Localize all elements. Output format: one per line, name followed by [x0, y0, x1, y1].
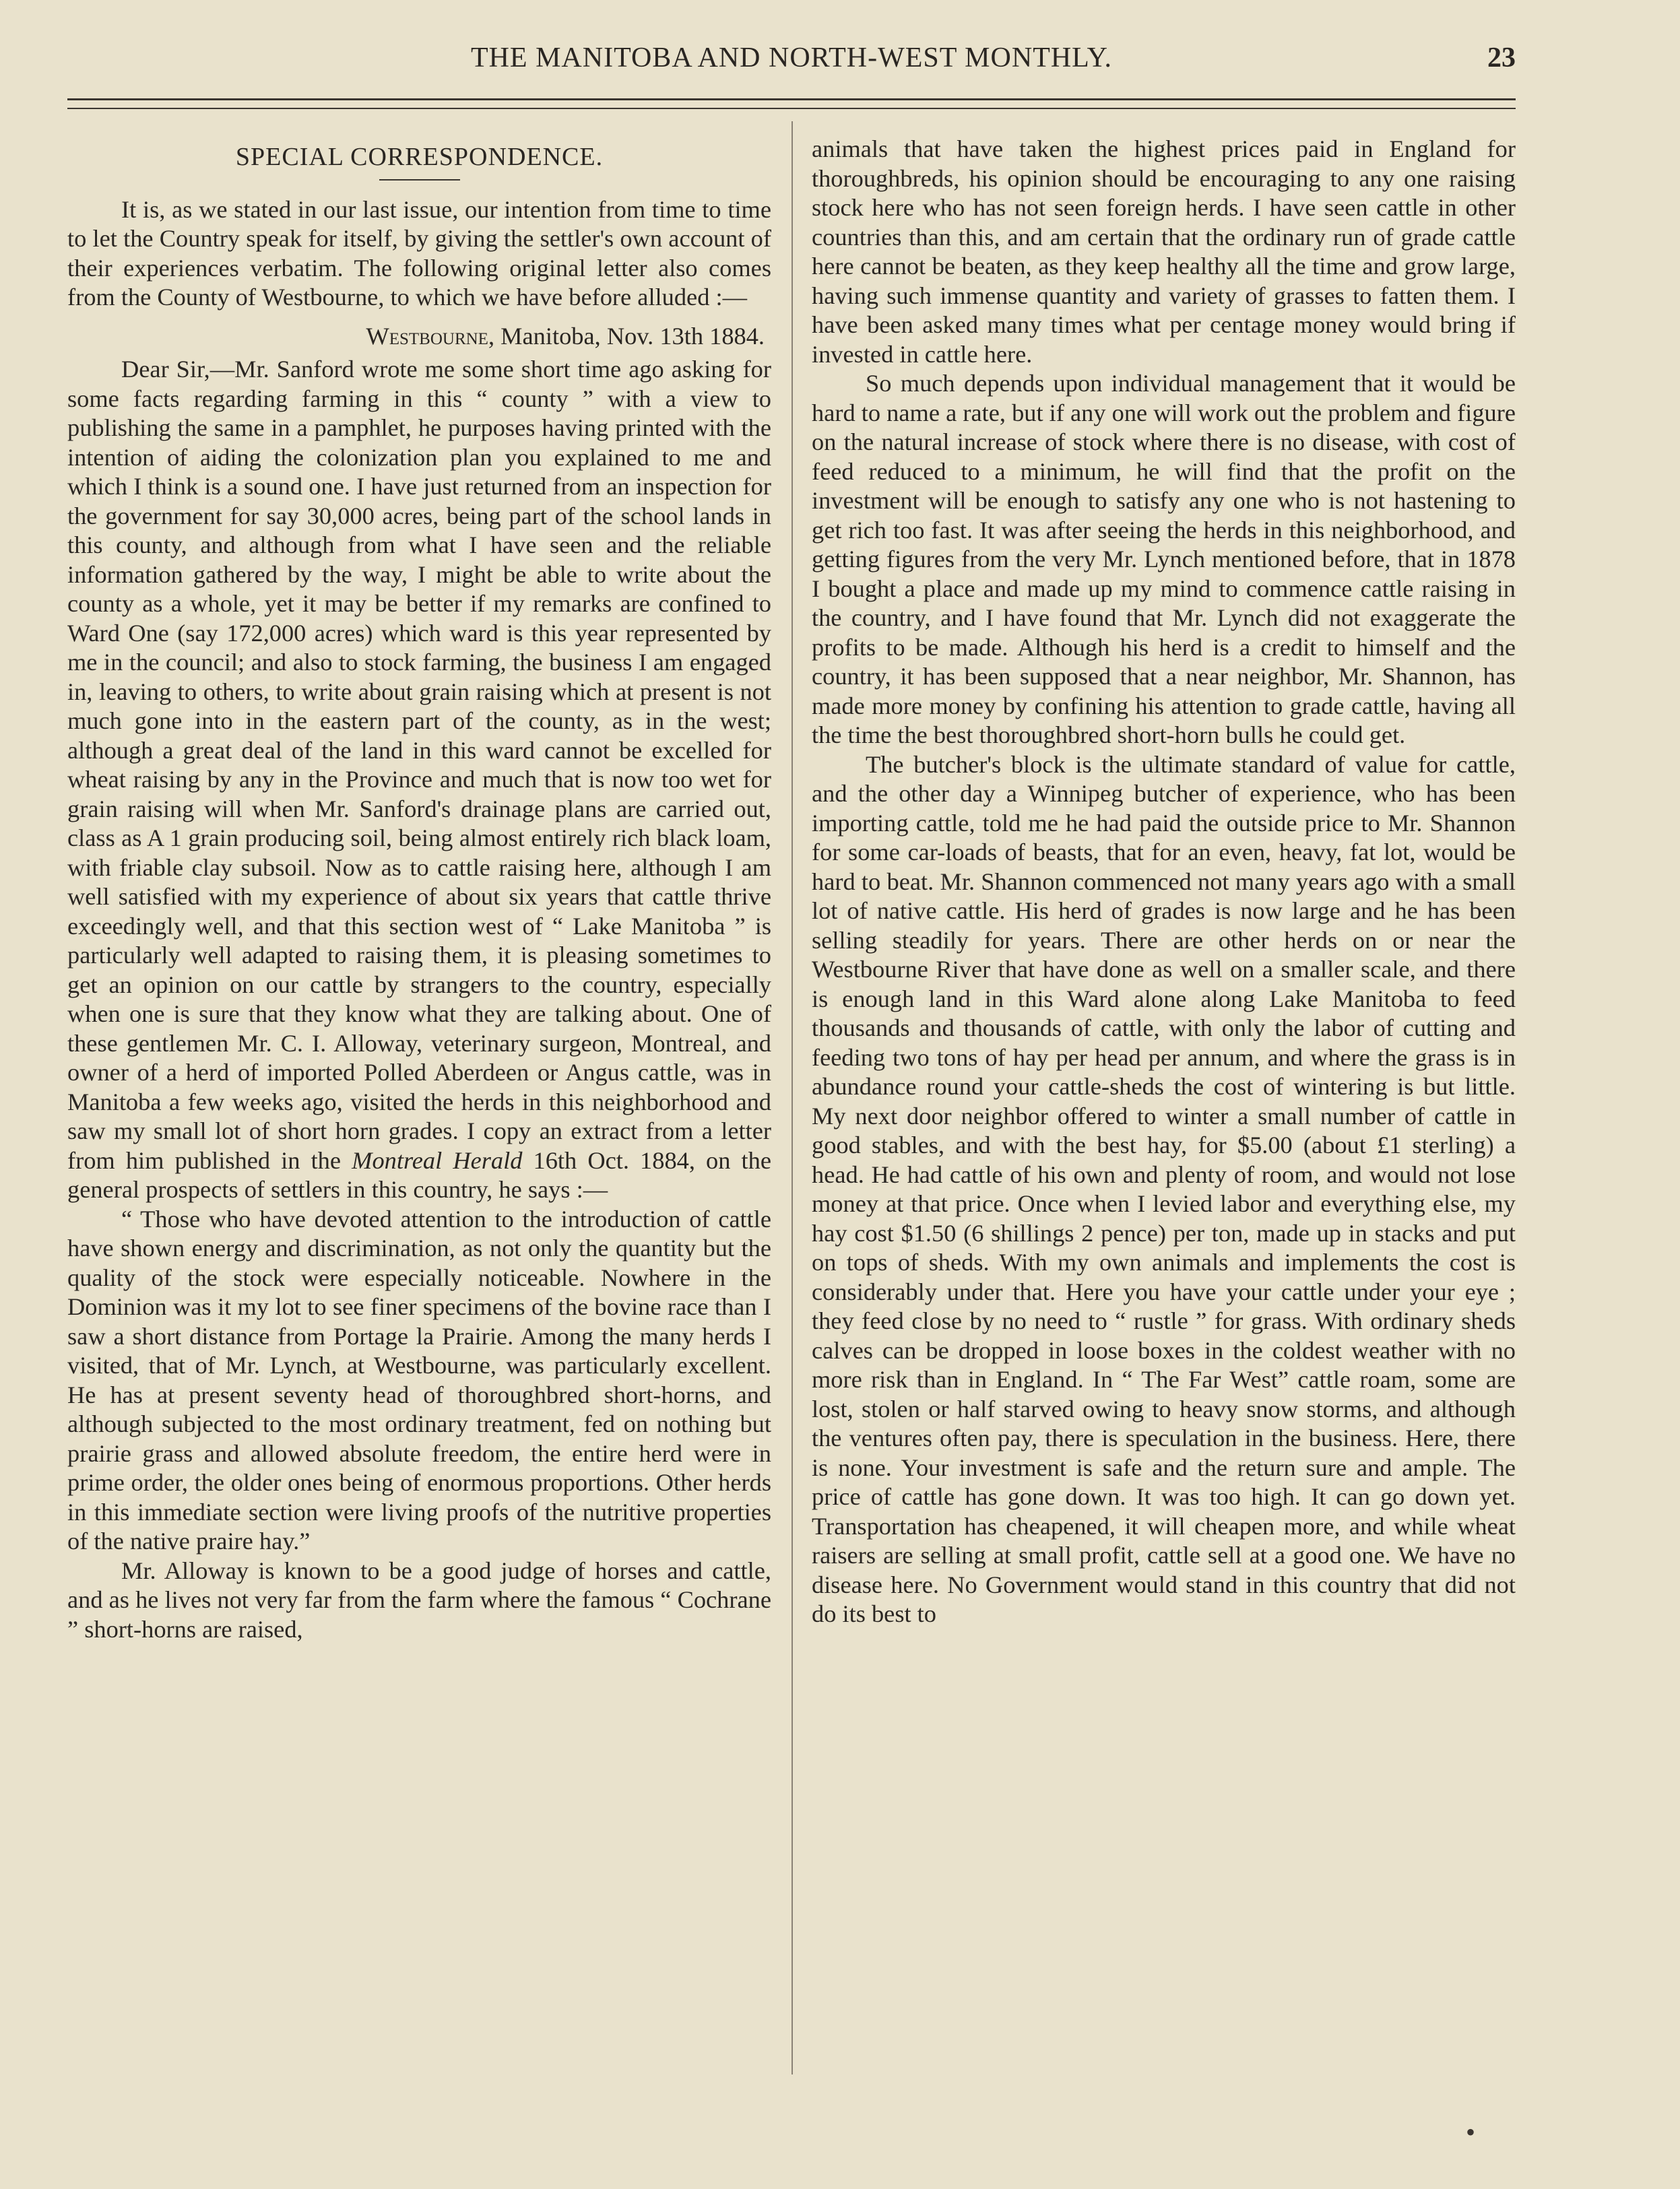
letter-text-end: 16th Oct. 1884, on the general prospects of settlers in this country, he says :—	[67, 1146, 771, 1203]
header-rule-secondary	[67, 108, 1516, 109]
butcher-paragraph: The butcher's block is the ultimate standard of value for cattle, and the other day a Winnipeg butcher of experience, who has been importing cattle, told me he had paid the outside price to Mr. Shannon for some car-loads of beasts, that for an even, heavy, fat lot, would be hard to beat. Mr. Shannon commenced not many years ago with a small lot of native cattle. His herd of grades is now large and he has been selling steadily for years. There are other herds on or near the Westbourne River that have done as well on a smaller scale, and there is enough land in this Ward alone along Lake Manitoba to feed thousands and thousands of cattle, with only the labor of cutting and feeding two tons of hay per head per annum, and where the grass is in abundance round your cattle-sheds the cost of wintering is but little. My next door neighbor offered to winter a small number of cattle in good stables, and with the best hay, for $5.00 (about £1 sterling) a head. He had cattle of his own and plenty of room, and would not lose money at that price. Once when I levied labor and everything else, my hay cost $1.50 (6 shillings 2 pence) per ton, made up in stacks and put on tops of sheds. With my own animals and implements the cost is considerably under that. Here you have your cattle under your eye ; they feed close by no need to “ rustle ” for grass. With ordinary sheds calves can be dropped in loose boxes in the coldest weather with no more risk than in England. In “ The Far West” cattle roam, some are lost, stolen or half starved owing to heavy snow storms, and although the ventures often pay, there is speculation in the business. Here, there is none. Your investment is safe and the return sure and ample. The price of cattle has gone down. It was too high. It can go down yet. Transportation has cheapened, it will cheapen more, and while wheat raisers are selling at small profit, cattle sell at a good one. We have no disease here. No Government would stand in this country that did not do its best to	[812, 750, 1516, 1627]
page-header	[67, 42, 1516, 75]
title-rule	[379, 179, 460, 181]
left-column	[67, 135, 771, 2068]
management-paragraph: So much depends upon individual management that it would be hard to name a rate, but if any one will work out the problem and figure on the natural increase of stock where there is no disease, with cost of feed reduced to a minimum, he will find that the profit on the investment will be enough to satisfy any one who is not hastening to get rich too fast. It was after seeing the herds in this neighborhood, and getting figures from the very Mr. Lynch mentioned before, that in 1878 I bought a place and made up my mind to commence cattle raising in the country, and I have found that Mr. Lynch did not exaggerate the profits to be made. Although his herd is a credit to himself and the country, it has been supposed that a near neighbor, Mr. Shannon, has made more money by confining his attention to grade cattle, having all the time the best thoroughbred short-horn bulls he could get.	[812, 370, 1516, 748]
continuation-paragraph: animals that have taken the highest prices paid in England for thoroughbreds, his opinion should be encouraging to any one raising stock here who has not seen foreign herds. I have seen cattle in other countries than this, and am certain that the ordinary run of grade cattle here cannot be beaten, as they keep healthy all the time and grow large, having such immense quantity and variety of grasses to fatten them. I have been asked many times what per centage money would bring if invested in cattle here.	[812, 135, 1516, 368]
quote-paragraph: “ Those who have devoted attention to the introduction of cattle have shown energy and discrimination, as not only the quantity but the quality of the stock were especially noticeable. Nowhere in the Dominion was it my lot to see finer specimens of the bovine race than I saw a short distance from Portage la Prairie. Among the many herds I visited, that of Mr. Lynch, at Westbourne, was particularly excellent. He has at present seventy head of thoroughbred short-horns, and although subjected to the most ordinary treatment, fed on nothing but prairie grass and allowed absolute freedom, the entire herd were in prime order, the older ones being of enormous proportions. Other herds in this immediate section were living proofs of the nutritive properties of the native praire hay.”	[67, 1205, 771, 1555]
running-title: THE MANITOBA AND NORTH-WEST MONTHLY.	[470, 42, 1113, 73]
dateline	[67, 322, 771, 352]
newspaper-title: Montreal Herald	[352, 1146, 523, 1174]
letter-text: Dear Sir,—Mr. Sanford wrote me some short time ago asking for some facts regarding farming in this “ county ” with a view to publishing the same in a pamphlet, he purposes having printed with the intention of aiding the colonization plan you explained to me and which I think is a sound one. I have just returned from an inspection for the government for say 30,000 acres, being part of the school lands in this county, and although from what I have seen and the reliable information gathered by the way, I might be able to write about the county as a whole, yet it may be better if my remarks are confined to Ward One (say 172,000 acres) which ward is this year represented by me in the council; and also to stock farming, the business I am engaged in, leaving to others, to write about grain raising which at present is not much gone into in the eastern part of the county, as in the west; although a great deal of the land in this ward cannot be excelled for wheat raising by any in the Province and much that is now too wet for grain raising will when Mr. Sanford's drainage plans are carried out, class as A 1 grain producing soil, being almost entirely rich black loam, with friable clay subsoil. Now as to cattle raising here, although I am well satisfied with my experience of about six years that cattle thrive exceedingly well, and that this section west of “ Lake Manitoba ” is particularly well adapted to raising them, it is pleasing sometimes to get an opinion on our cattle by strangers to the country, especially when one is sure that they know what they are talking about. One of these gentlemen Mr. C. I. Alloway, veterinary surgeon, Montreal, and owner of a herd of imported Polled Aberdeen or Angus cattle, was in Manitoba a few weeks ago, visited the herds in this neighborhood and saw my small lot of short horn grades. I copy an extract from a letter from him published in the	[67, 356, 771, 1174]
header-rule	[67, 98, 1516, 100]
page-number: 23	[1487, 42, 1516, 73]
stray-mark: •	[1466, 2117, 1476, 2147]
section-title: SPECIAL CORRESPONDENCE.	[235, 143, 604, 171]
right-column	[812, 135, 1516, 2068]
dateline-rest: Manitoba, Nov. 13th 1884.	[494, 322, 765, 350]
alloway-paragraph: Mr. Alloway is known to be a good judge of horses and cattle, and as he lives not very far from the farm where the famous “ Cochrane ” short-horns are raised,	[67, 1557, 771, 1643]
intro-paragraph: It is, as we stated in our last issue, our intention from time to time to let the Country speak for itself, by giving the settler's own account of their experiences verbatim. The following original letter also comes from the County of Westbourne, to which we have before alluded :—	[67, 195, 771, 311]
dateline-place: Westbourne,	[366, 322, 495, 350]
letter-paragraph	[67, 355, 771, 1205]
column-divider	[791, 121, 793, 2074]
